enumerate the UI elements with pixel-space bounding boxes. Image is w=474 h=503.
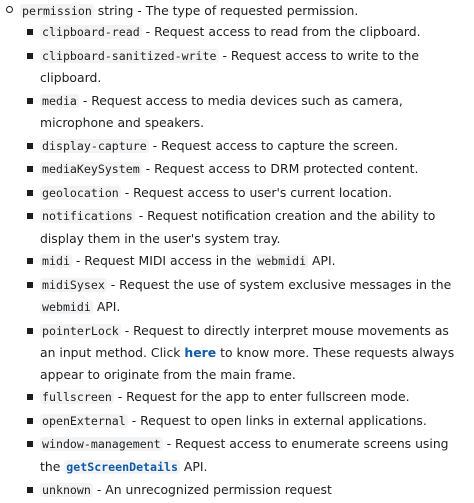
permission-value-description-end: API.	[179, 458, 208, 474]
square-bullet-icon	[27, 190, 33, 196]
list-item	[0, 90, 474, 134]
permission-value-code: window-management	[42, 437, 161, 451]
square-bullet-icon	[27, 98, 33, 104]
permission-value-description: - Request for the app to enter fullscreen mode.	[113, 389, 410, 404]
list-item	[0, 386, 474, 409]
square-bullet-icon	[27, 487, 33, 493]
square-bullet-icon	[27, 29, 33, 35]
permission-param-line	[0, 0, 474, 21]
permission-value-code: unknown	[42, 483, 91, 497]
list-item	[0, 410, 474, 433]
here-link[interactable]: here	[184, 345, 217, 360]
permission-value-code: fullscreen	[42, 390, 112, 404]
api-name-code: webmidi	[257, 254, 307, 268]
permission-param-name: permission	[22, 4, 92, 18]
api-name-code: webmidi	[42, 300, 91, 314]
list-item	[0, 433, 474, 478]
permission-value-description-end: to know more. These requests always appear to originate from the main frame.	[40, 345, 455, 382]
permission-value-description: - Request access to DRM protected content.	[141, 161, 419, 176]
get-screen-details-code[interactable]: getScreenDetails	[66, 459, 178, 474]
permission-value-description: - Request MIDI access in the	[71, 253, 256, 268]
permission-value-description-end: API.	[92, 299, 121, 314]
permission-value-description: - Request the use of system exclusive messages in the	[106, 276, 452, 292]
permission-param-description: - The type of requested permission.	[133, 3, 359, 18]
list-item	[0, 274, 474, 319]
list-item	[0, 182, 474, 205]
square-bullet-icon	[27, 328, 33, 334]
square-bullet-icon	[27, 282, 33, 288]
square-bullet-icon	[27, 418, 33, 424]
permission-value-code: midiSysex	[42, 277, 105, 292]
list-item	[0, 250, 474, 273]
permission-value-description: - Request notification creation and the ability to display them in the user's system tray.	[40, 208, 436, 246]
permission-value-code: media	[42, 93, 77, 108]
permission-value-description: - Request access to capture the screen.	[148, 137, 399, 153]
permission-value-code: midi	[42, 254, 70, 268]
list-item	[0, 45, 474, 89]
circle-bullet-icon	[6, 6, 13, 13]
permission-value-code: mediaKeySystem	[42, 162, 140, 176]
list-item	[0, 21, 474, 44]
permission-value-description-end: API.	[308, 253, 336, 268]
square-bullet-icon	[27, 143, 33, 149]
permission-value-code: clipboard-read	[42, 25, 140, 39]
permission-values-list	[0, 21, 474, 503]
square-bullet-icon	[27, 394, 33, 400]
permission-value-description: - Request access to media devices such as camera, microphone and speakers.	[40, 92, 403, 130]
square-bullet-icon	[27, 166, 33, 172]
permission-value-description: - Request access to write to the clipboard.	[40, 47, 420, 85]
square-bullet-icon	[27, 258, 33, 264]
get-screen-details-link[interactable]	[64, 459, 180, 474]
permission-value-description: - An unrecognized permission request	[92, 482, 332, 497]
list-item	[0, 135, 474, 158]
list-item	[0, 479, 474, 502]
permission-value-description: - Request access to read from the clipboard.	[141, 24, 421, 39]
square-bullet-icon	[27, 213, 33, 219]
permission-value-description: - Request to open links in external applications.	[127, 412, 427, 428]
list-item	[0, 205, 474, 249]
permission-param-type: string	[97, 3, 134, 18]
square-bullet-icon	[27, 53, 33, 59]
permission-value-code: geolocation	[42, 185, 119, 200]
permission-value-code: openExternal	[42, 413, 126, 428]
square-bullet-icon	[27, 441, 33, 447]
list-item	[0, 158, 474, 181]
list-item	[0, 320, 474, 386]
permission-value-code: clipboard-sanitized-write	[42, 48, 217, 63]
permission-value-code: display-capture	[42, 138, 147, 153]
permission-value-description: - Request to directly interpret mouse movements as an input method. Click	[40, 322, 449, 360]
permission-value-code: pointerLock	[42, 323, 119, 338]
permission-value-description: - Request access to enumerate screens using the	[40, 436, 449, 474]
permission-value-description: - Request access to user's current location.	[120, 184, 393, 200]
permission-value-code: notifications	[42, 209, 133, 223]
